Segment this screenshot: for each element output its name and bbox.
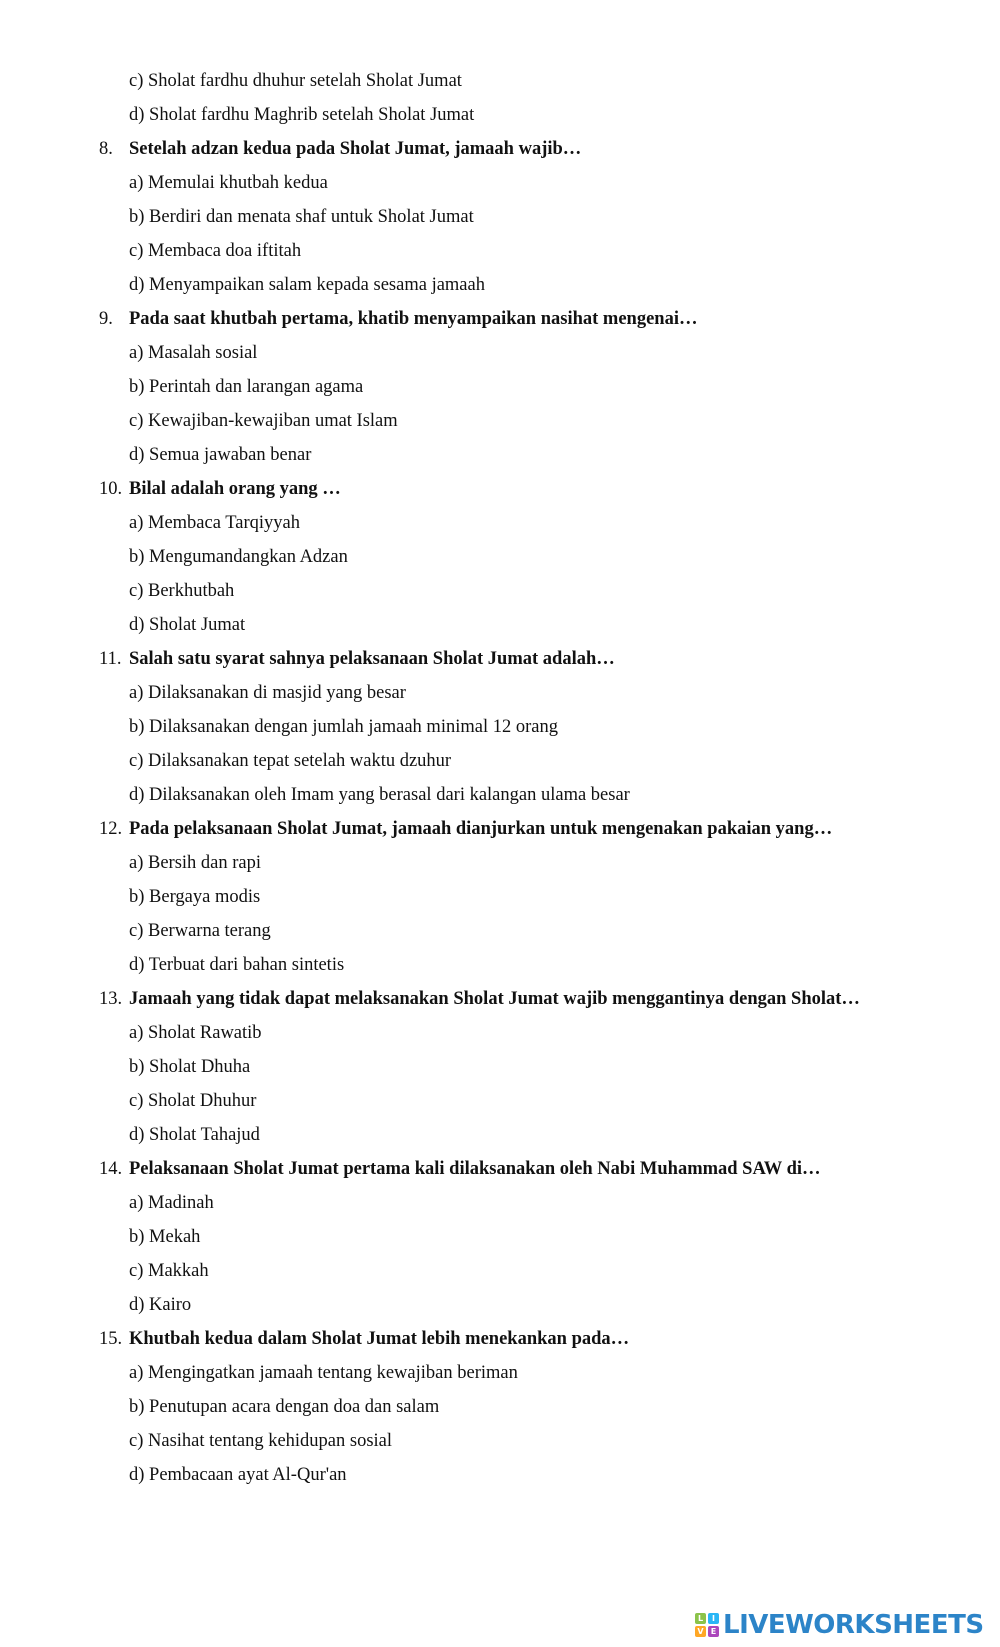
- question-text: Pada pelaksanaan Sholat Jumat, jamaah dianjurkan untuk mengenakan pakaian yang…: [129, 819, 833, 839]
- option-item[interactable]: d) Sholat fardhu Maghrib setelah Sholat Jumat: [129, 105, 475, 125]
- option-item[interactable]: d) Menyampaikan salam kepada sesama jamaah: [129, 275, 485, 295]
- option-item[interactable]: b) Berdiri dan menata shaf untuk Sholat Jumat: [129, 207, 474, 227]
- question-13: [0, 982, 1000, 1016]
- logo-letter: V: [695, 1626, 706, 1637]
- option-item[interactable]: a) Membaca Tarqiyyah: [129, 513, 300, 533]
- option-item[interactable]: b) Perintah dan larangan agama: [129, 377, 364, 397]
- option-item[interactable]: d) Kairo: [129, 1295, 192, 1315]
- question-number: 10.: [99, 479, 123, 499]
- option-item[interactable]: c) Sholat Dhuhur: [129, 1091, 257, 1111]
- logo-letter: L: [695, 1613, 706, 1624]
- question-8: [0, 132, 1000, 166]
- worksheet-page: [0, 64, 1000, 1492]
- option-item[interactable]: c) Berwarna terang: [129, 921, 271, 941]
- question-number: 13.: [99, 989, 123, 1009]
- option-item[interactable]: c) Berkhutbah: [129, 581, 235, 601]
- liveworksheets-wordmark: LIVEWORKSHEETS: [723, 1610, 984, 1640]
- question-15: [0, 1322, 1000, 1356]
- question-text: Bilal adalah orang yang …: [129, 479, 341, 499]
- question-9: [0, 302, 1000, 336]
- question-text: Salah satu syarat sahnya pelaksanaan Sholat Jumat adalah…: [129, 649, 615, 669]
- option-item[interactable]: a) Dilaksanakan di masjid yang besar: [129, 683, 406, 703]
- question-number: 11.: [99, 649, 122, 669]
- question-text: Setelah adzan kedua pada Sholat Jumat, jamaah wajib…: [129, 139, 582, 159]
- option-item[interactable]: c) Dilaksanakan tepat setelah waktu dzuhur: [129, 751, 452, 771]
- option-item[interactable]: a) Mengingatkan jamaah tentang kewajiban beriman: [129, 1363, 518, 1383]
- option-item[interactable]: d) Sholat Tahajud: [129, 1125, 260, 1145]
- question-number: 8.: [99, 139, 113, 159]
- question-number: 9.: [99, 309, 113, 329]
- option-item[interactable]: d) Pembacaan ayat Al-Qur'an: [129, 1465, 347, 1485]
- question-text: Pada saat khutbah pertama, khatib menyampaikan nasihat mengenai…: [129, 309, 698, 329]
- logo-letter: I: [708, 1613, 719, 1624]
- question-text: Khutbah kedua dalam Sholat Jumat lebih menekankan pada…: [129, 1329, 630, 1349]
- question-text: Pelaksanaan Sholat Jumat pertama kali dilaksanakan oleh Nabi Muhammad SAW di…: [129, 1159, 821, 1179]
- option-item[interactable]: a) Sholat Rawatib: [129, 1023, 262, 1043]
- question-number: 15.: [99, 1329, 123, 1349]
- option-item[interactable]: a) Bersih dan rapi: [129, 853, 262, 873]
- option-item[interactable]: c) Membaca doa iftitah: [129, 241, 302, 261]
- option-item[interactable]: b) Mekah: [129, 1227, 201, 1247]
- option-item[interactable]: c) Nasihat tentang kehidupan sosial: [129, 1431, 393, 1451]
- option-item[interactable]: b) Mengumandangkan Adzan: [129, 547, 348, 567]
- option-item[interactable]: b) Dilaksanakan dengan jumlah jamaah minimal 12 orang: [129, 717, 558, 737]
- option-item[interactable]: c) Sholat fardhu dhuhur setelah Sholat Jumat: [129, 71, 462, 91]
- option-item[interactable]: c) Kewajiban-kewajiban umat Islam: [129, 411, 398, 431]
- liveworksheets-logo: [695, 1610, 984, 1640]
- option-item[interactable]: b) Sholat Dhuha: [129, 1057, 251, 1077]
- logo-letter: E: [708, 1626, 719, 1637]
- liveworksheets-mark-icon: [695, 1613, 719, 1637]
- question-14: [0, 1152, 1000, 1186]
- option-item[interactable]: d) Semua jawaban benar: [129, 445, 312, 465]
- option-item[interactable]: c) Makkah: [129, 1261, 209, 1281]
- question-11: [0, 642, 1000, 676]
- option-item[interactable]: b) Penutupan acara dengan doa dan salam: [129, 1397, 440, 1417]
- option-item[interactable]: a) Memulai khutbah kedua: [129, 173, 328, 193]
- question-number: 12.: [99, 819, 123, 839]
- option-item[interactable]: d) Terbuat dari bahan sintetis: [129, 955, 345, 975]
- option-item[interactable]: a) Madinah: [129, 1193, 214, 1213]
- question-number: 14.: [99, 1159, 123, 1179]
- question-10: [0, 472, 1000, 506]
- option-item[interactable]: b) Bergaya modis: [129, 887, 261, 907]
- option-item[interactable]: d) Dilaksanakan oleh Imam yang berasal dari kalangan ulama besar: [129, 785, 630, 805]
- question-12: [0, 812, 1000, 846]
- question-text: Jamaah yang tidak dapat melaksanakan Sholat Jumat wajib menggantinya dengan Sholat…: [129, 989, 860, 1009]
- option-item[interactable]: a) Masalah sosial: [129, 343, 258, 363]
- option-item[interactable]: d) Sholat Jumat: [129, 615, 246, 635]
